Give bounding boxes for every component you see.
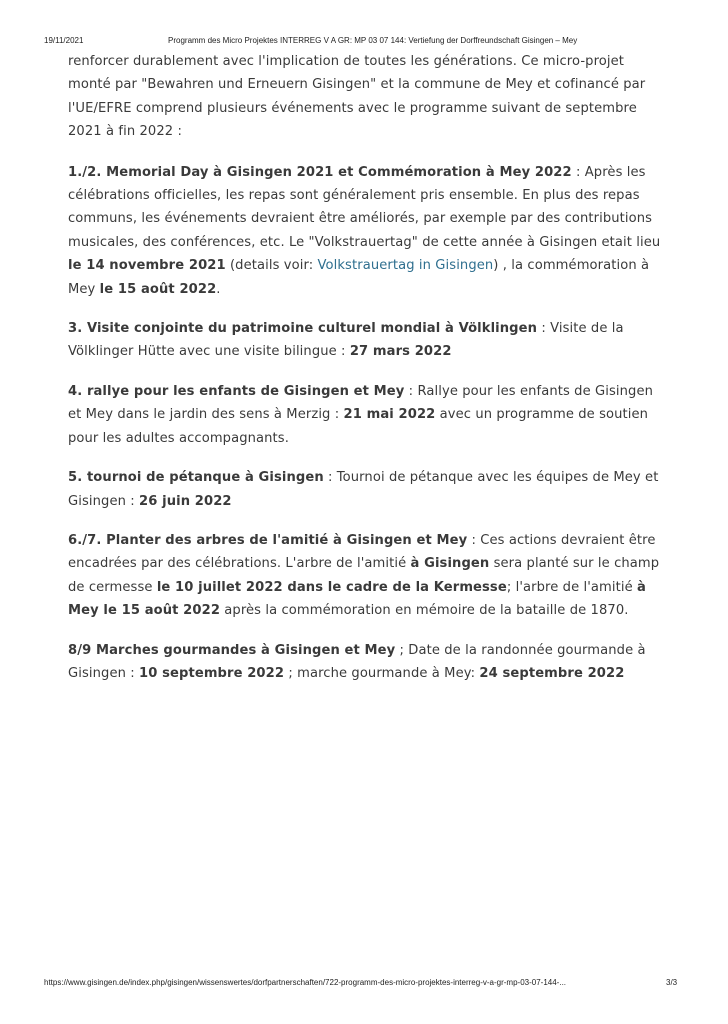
item-date: le 15 août 2022: [99, 281, 217, 297]
item-date: 21 mai 2022: [343, 407, 436, 423]
item-text: : Visite de la Völklinger Hütte avec une visite bilingue :: [68, 321, 624, 360]
item-text: ; l'arbre de l'amitié: [506, 579, 638, 595]
item-text: avec un programme de soutien pour les adultes accompagnants.: [68, 407, 649, 446]
item-date: 24 septembre 2022: [479, 665, 625, 681]
item-title: 4. rallye pour les enfants de Gisingen et Mey: [68, 383, 405, 399]
intro-line: l'UE/EFRE comprend plusieurs événements avec le programme suivant de septembre: [68, 100, 637, 116]
item-text: (details voir:: [225, 258, 318, 274]
item-title: 6./7. Planter des arbres de l'amitié à Gisingen et Mey: [68, 532, 468, 548]
item-text: .: [216, 281, 221, 297]
program-item-memorial: [68, 161, 668, 301]
item-text: sera planté sur le champ de cermesse: [68, 556, 660, 595]
item-text: après la commémoration en mémoire de la bataille de 1870.: [220, 603, 629, 619]
program-item-petanque: [68, 466, 668, 513]
item-bold: à Gisingen: [410, 556, 490, 572]
item-text: : Rallye pour les enfants de Gisingen et Mey dans le jardin des sens à Merzig :: [68, 383, 654, 423]
program-item-arbres: [68, 529, 668, 623]
intro-paragraph: [68, 50, 668, 144]
page-number: 3/3: [666, 978, 678, 987]
item-date: à Mey le 15 août 2022: [68, 579, 646, 619]
item-date: le 10 juillet 2022 dans le cadre de la Kermesse: [156, 579, 507, 595]
item-title: 5. tournoi de pétanque à Gisingen: [68, 470, 324, 486]
item-title: 8/9 Marches gourmandes à Gisingen et Mey: [68, 642, 396, 658]
item-text: : Tournoi de pétanque avec les équipes de Mey et Gisingen :: [68, 470, 659, 509]
volkstrauertag-link[interactable]: Volkstrauertag in Gisingen: [317, 258, 494, 274]
item-text: ) , la commémoration à Mey: [68, 258, 650, 297]
program-item-visite: [68, 317, 668, 364]
program-item-marches: [68, 639, 668, 686]
article-body: [68, 50, 668, 701]
item-date: 26 juin 2022: [139, 493, 232, 509]
item-date: 10 septembre 2022: [139, 665, 285, 681]
item-text: ; marche gourmande à Mey:: [284, 665, 480, 681]
print-page-title: Programm des Micro Projektes INTERREG V A GR: MP 03 07 144: Vertiefung der Dorffreundschaft Gisingen – Mey: [168, 36, 578, 45]
item-text: : Ces actions devraient être encadrées par des célébrations. L'arbre de l'amitié: [68, 532, 656, 572]
item-text: : Après les célébrations officielles, les repas sont généralement pris ensemble. En plus des repas communs, les événements devraient être améliorés, par exemple par des contributions musicales, des conférences, etc. Le "Volkstrauertag" de cette année à Gisingen etait lieu: [68, 164, 661, 250]
intro-line: 2021 à fin 2022 :: [68, 124, 182, 140]
item-title: 1./2. Memorial Day à Gisingen 2021 et Commémoration à Mey 2022: [68, 164, 572, 180]
item-title: 3. Visite conjointe du patrimoine culturel mondial à Völklingen: [68, 321, 538, 337]
print-url: https://www.gisingen.de/index.php/gisingen/wissenswertes/dorfpartnerschaften/722-programm-des-micro-projektes-interreg-v-a-gr-mp-03-07-144-...: [44, 978, 567, 987]
item-date: le 14 novembre 2021: [68, 258, 226, 274]
item-text: ; Date de la randonnée gourmande à Gisingen :: [68, 642, 646, 681]
item-date: 27 mars 2022: [349, 344, 452, 360]
program-item-rallye: [68, 380, 668, 450]
intro-line: monté par "Bewahren und Erneuern Gisingen" et la commune de Mey et cofinancé par: [68, 77, 646, 93]
print-date: 19/11/2021: [44, 36, 84, 45]
intro-line: renforcer durablement avec l'implication de toutes les générations. Ce micro-projet: [68, 54, 625, 69]
